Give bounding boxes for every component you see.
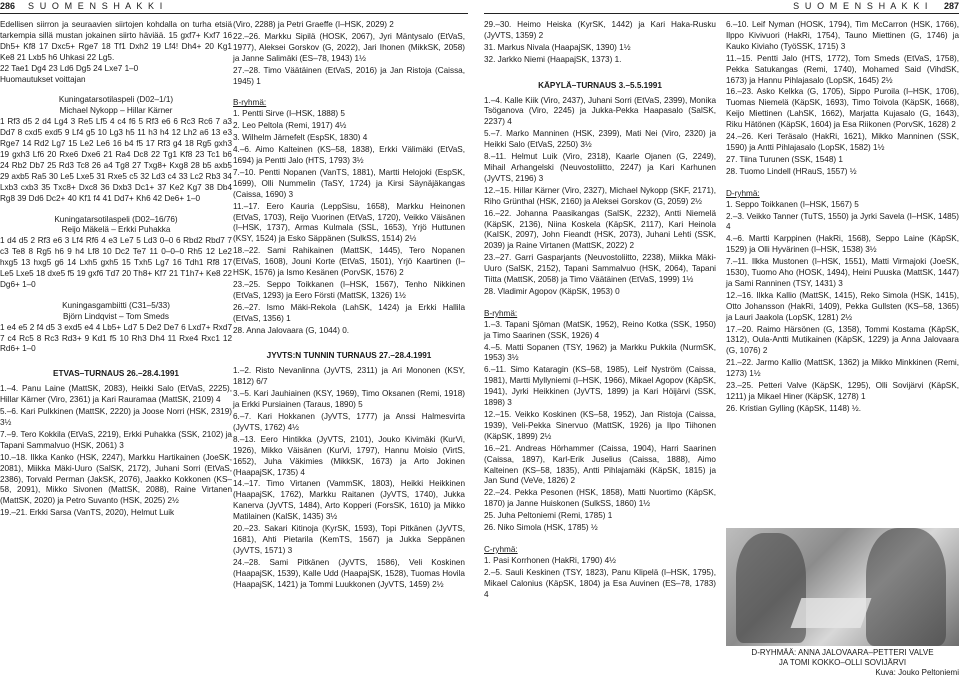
result-entry: 27.–28. Timo Väätäinen (EtVaS, 2016) ja Jan Ristoja (Caissa, 1945) 1: [233, 65, 465, 86]
result-entry: 5.–6. Kari Pulkkinen (MattSK, 2220) ja Joose Norri (HSK, 2319) 3½: [0, 407, 232, 427]
result-entry: 3. Wilhelm Järnefelt (EspSK, 1830) 4: [233, 133, 368, 143]
result-entry: 12.–15. Hillar Kärner (Viro, 2327), Michael Nykopp (SKF, 2171), Riho Grünthal (HSK, 2160) ja Aleksei Gorskov (G, 2059) 2½: [484, 185, 716, 206]
result-entry: 1.–4. Kalle Kiik (Viro, 2437), Juhani Sorri (EtVaS, 2399), Monika Tsöganova (Viro, 2245) ja Jukka-Pekka Haapasalo (SalSK, 2237) 4: [484, 95, 716, 127]
right-page-number: 287: [943, 1, 959, 11]
result-entry: 24.–28. Sami Pitkänen (JyVTS, 1586), Veli Koskinen (HaapajSK, 1539), Kalle Udd (HaapajSK, 1528), Tuomas Hovila (HaapajSK, 1421) ja Tommi Luukkonen (JyVTS, 1459) 2½: [233, 557, 465, 589]
game2-opening: Kuningatarsotilaspeli (D02–16/76): [54, 214, 178, 224]
result-entry: 23.–27. Garri Gasparjants (Neuvostoliitto, 2238), Miikka Mäki-Uuro (SalSK, 2152), Tapani Sammalvuo (HSK, 2064), Tapani Tiitta (MattSK, 2058) ja Timo Väätäinen (EtVaS, 1999) 1½: [484, 253, 716, 285]
result-entry: 3.–5. Kari Jauhiainen (KSY, 1969), Timo Oksanen (Remi, 1918) ja Erkki Pursiainen (Taraus, 1890) 5: [233, 389, 465, 410]
etvas-results-continued: [233, 20, 465, 87]
result-entry: 2.–5. Sauli Keskinen (TSY, 1823), Panu Klipelä (I–HSK, 1795), Mikael Calonius (KäpSK, 1804) ja Esa Auvinen (ES–78, 1783) 4: [484, 567, 716, 599]
left-page-number: 286: [0, 1, 16, 11]
kapyla-d-group-title: D-ryhmä:: [726, 188, 760, 198]
result-entry: 10.–18. Ilkka Kanko (HSK, 2247), Markku Hartikainen (JoeSK, 2081), Miikka Mäki-Uuro (SalSK, 2172), Juhani Sorri (EtVaS, 2386), Torvald Perman (JakSK, 2076), Jaakko Kokkonen (KS–58, 2091), Mikko Sivonen (MattSK, 2088), Raine Virtanen (MattSK, 2020) ja Petro Suvanto (HSK, 2025) 2½: [0, 452, 232, 506]
result-entry: 1.–4. Panu Laine (MattSK, 2083), Heikki Salo (EtVaS, 2225), Hillar Kärner (Viro, 2361) ja Kari Rauramaa (MattSK, 2109) 4: [0, 384, 232, 405]
right-magazine-title: S U O M E N S H A K K I: [793, 1, 929, 11]
result-entry: 18.–22. Sami Rahikainen (MattSK, 1445), Tero Nopanen (EtVaS, 1608), Jouni Korte (EtVaS, 1501), Yrjö Kaartinen (I–HSK, 1576) ja Ismo Kesänen (PorvSK, 1576) 2: [233, 246, 465, 278]
result-entry: 21.–22. Jarmo Kallio (MattSK, 1362) ja Mikko Minkkinen (Remi, 1273) 1½: [726, 358, 959, 379]
result-entry: 1. Pentti Sirve (I–HSK, 1888) 5: [233, 109, 345, 119]
right-page-header: [484, 0, 959, 14]
result-entry: 17.–20. Raimo Härsönen (G, 1358), Tommi Kostama (KäpSK, 1312), Oula-Antti Mutikainen (KäpSK, 1229) ja Anna Jalovaara (G, 1076) 2: [726, 324, 959, 356]
tournament-photo: [726, 528, 959, 646]
result-entry: 4.–6. Aimo Kalteinen (KS–58, 1838), Erkki Välimäki (EtVaS, 1694) ja Pentti Jalo (HTS, 1793) 3½: [233, 145, 465, 165]
result-entry: 7.–10. Pentti Nopanen (VanTS, 1881), Martti Helojoki (EspSK, 1699), Olli Nummelin (TaSY, 1724) ja Kirsi Säynäjäkangas (Caissa, 1690) 3: [233, 167, 465, 199]
result-entry: 14.–17. Timo Virtanen (VammSK, 1803), Heikki Heikkinen (HaapajSK, 1762), Markku Raitanen (JyVTS, 1740), Jukka Kanerva (JyVTS, 1484), Arto Kopperi (ForsSK, 1610) ja Mikko Matilainen (KalSK, 1435) 3½: [233, 479, 465, 522]
result-entry: 1. Pasi Korrhonen (HakRi, 1790) 4½: [484, 555, 616, 565]
result-entry: 23.–25. Seppo Toikkanen (I–HSK, 1567), Tenho Nikkinen (EtVaS, 1293) ja Eero Försti (MattSK, 1326) 1½: [233, 279, 465, 300]
result-entry: 7.–9. Tero Kokkila (EtVaS, 2219), Erkki Puhakka (SSK, 2102) ja Tapani Sammalvuo (HSK, 2061) 3: [0, 429, 232, 450]
left-page-header: [0, 0, 468, 14]
photo-caption-line-2: JA TOMI KOKKO–OLLI SOVIJÄRVI: [778, 658, 907, 667]
result-entry: 4.–6. Martti Karppinen (HakRi, 1568), Seppo Laine (KäpSK, 1529) ja Olli Hyvärinen (I–HSK, 1538) 3½: [726, 234, 959, 255]
result-entry: 8.–13. Eero Hintikka (JyVTS, 2101), Jouko Kivimäki (KurVi, 1926), Mikko Väisänen (KurVi, 1797), Hannu Moisio (VirtS, 1652), Juha Väkimies (MikkSK, 1673) ja Arto Jokinen (HaapajSK, 1735) 4: [233, 434, 465, 477]
kapyla-results: [484, 96, 716, 298]
result-entry: 1.–3. Tapani Sjöman (MatSK, 1952), Reino Kotka (SSK, 1950) ja Timo Saarinen (SSK, 1926) 4: [484, 319, 716, 340]
etvas-heading: ETVAS–TURNAUS 26.–28.4.1991: [53, 369, 179, 379]
result-entry: 2.–3. Veikko Tanner (TuTS, 1550) ja Jyrki Savela (I–HSK, 1485) 4: [726, 211, 959, 232]
game3-players: Björn Lindqvist – Tom Smeds: [63, 311, 169, 321]
photo-caption: [726, 648, 959, 678]
result-entry: 1.–2. Risto Nevanlinna (JyVTS, 2311) ja Ari Mononen (KSY, 1812) 6/7: [233, 366, 465, 387]
kapyla-c-group-title: C-ryhmä:: [484, 544, 518, 554]
column-2: [233, 20, 465, 592]
result-entry: 24.–26. Keri Teräsalo (HakRi, 1621), Mikko Manninen (SSK, 1590) ja Antti Pihlajasalo (LopSK, 1582) 1½: [726, 132, 959, 152]
kapyla-c-results: [484, 556, 716, 601]
result-entry: 1. Seppo Toikkanen (I–HSK, 1567) 5: [726, 199, 859, 209]
result-entry: 28. Vladimir Agopov (KäpSK, 1953) 0: [484, 286, 620, 296]
game2-players: Reijo Mäkelä – Erkki Puhakka: [61, 225, 171, 235]
photo-credit: Kuva: Jouko Peltoniemi: [875, 668, 959, 677]
jyvts-heading: JYVTS:N TUNNIN TURNAUS 27.–28.4.1991: [266, 351, 432, 361]
result-entry: 25. Juha Peltoniemi (Remi, 1785) 1: [484, 511, 613, 521]
result-entry: 12.–16. Ilkka Kallio (MattSK, 1415), Reko Simola (HSK, 1415), Otto Johansson (HakRi, 1409), Pekka Gullsten (KS–58, 1365) ja Lauri Jaakola (LopSK, 1281) 2½: [726, 290, 959, 322]
result-entry: 26. Niko Simola (HSK, 1785) ½: [484, 523, 598, 533]
game1-moves: 1 Rf3 d5 2 d4 Lg4 3 Re5 Lf5 4 c4 f6 5 Rf3 e6 6 Rc3 Rc6 7 a3 Dd7 8 cxd5 exd5 9 Lf4 g5 10 Lg3 h5 11 h3 h4 12 Lh2 a6 13 e3 Rge7 14 Rd2 Lg7 15 Le2 Le6 16 b4 f5 17 Rf3 g4 18 Rg5 gxh3 19 gxh3 Lf6 20 Rxe6 Dxe6 21 Ra4 Dc8 22 Tg1 Kf8 23 Tc1 b6 24 Rb2 Db7 25 Rd3 Tc8 26 a4 Tg8 27 Txg8+ Kxg8 28 b5 axb5 29 axb5 Ra5 30 Le5 Lxe5 31 Rxe5 c5 32 Ld3 c4 33 Lc2 Rb3 34 Lxb3 cxb3 35 Txc8+ Dxc8 36 Dxb3 Dc1+ 37 Ke2 Kg7 38 Db4 Rg8 39 Dd6 Dc2+ 40 Kf1 f4 41 Dd7+ Kh6 42 De6+ 1–0: [0, 117, 232, 203]
etvas-b-results: [233, 109, 465, 336]
result-entry: 23.–25. Petteri Valve (KäpSK, 1295), Olli Sovijärvi (KäpSK, 1211) ja Mikael Hiner (KäpSK, 1278) 1: [726, 381, 959, 401]
column-4: [726, 20, 959, 416]
result-entry: 6.–11. Simo Kataragin (KS–58, 1985), Leif Nyström (Caissa, 1981), Martti Myllyniemi (I–HSK, 1966), Mikael Agopov (KäpSK, 1941), Jyrki Heikkinen (JyVTS, 1899) ja Kari Höijärvi (SSK, 1898) 3: [484, 365, 716, 408]
result-entry: 22.–26. Markku Sipilä (HOSK, 2067), Jyri Mäntysalo (EtVaS, 1977), Aleksei Gorskov (G, 2022), Jari Ihonen (MikkSK, 2058) ja Janne Salimäki (ES–78, 1943) 1½: [233, 31, 465, 63]
result-entry: 26. Kristian Gylling (KäpSK, 1148) ½.: [726, 403, 862, 413]
game2-moves: 1 d4 d5 2 Rf3 e6 3 Lf4 Rf6 4 e3 Le7 5 Ld3 0–0 6 Rbd2 Rbd7 7 c3 Te8 8 Rg5 h6 9 h4 Lf8 10 Dc2 Te7 11 0–0–0 Rh5 12 Le2 hxg5 13 hxg5 g6 14 Lxh5 gxh5 15 Txh5 Lg7 16 Tdh1 Rf8 17 Le5 Lxe5 18 dxe5 f5 19 gxf6 Td7 20 Th8+ Kf7 21 T1h7+ Ke8 22 Dg6+ 1–0: [0, 236, 232, 289]
kapyla-c-results-continued: [726, 20, 959, 178]
etvas-b-group-title: B-ryhmä:: [233, 98, 267, 108]
result-entry: (Viro, 2288) ja Petri Graeffe (I–HSK, 2029) 2: [233, 20, 394, 29]
game1-opening: Kuningatarsotilaspeli (D02–1/1): [58, 95, 174, 105]
game0-final-moves: 22 Tae1 Dg4 23 Ld6 Dg5 24 Lxe7 1–0: [0, 63, 139, 73]
result-entry: 19.–21. Erkki Sarsa (VanTS, 2020), Helmut Luik: [0, 508, 175, 518]
result-entry: 26.–27. Ismo Mäki-Rekola (LahSK, 1424) ja Erkki Hallila (EtVaS, 1356) 1: [233, 302, 465, 323]
left-magazine-title: S U O M E N S H A K K I: [28, 1, 164, 11]
result-entry: 28. Anna Jalovaara (G, 1044) 0.: [233, 325, 350, 335]
annotations-note: Huomautukset voittajan: [0, 74, 86, 84]
result-entry: 28. Tuomo Lindell (HRauS, 1557) ½: [726, 166, 857, 176]
result-entry: 11.–17. Eero Kauria (LeppSisu, 1658), Markku Heinonen (EtVaS, 1703), Reijo Vuorinen (EtVaS, 1720), Veikko Väisänen (I–HSK, 1737), Armas Kulmala (SSL, 1653), Yrjö Huttunen (KSY, 1524) ja Esko Säppänen (SulkSS, 1514) 2½: [233, 201, 465, 244]
result-entry: 8.–11. Helmut Luik (Viro, 2318), Kaarle Ojanen (G, 2249), Mihail Arhangelski (Neuvostoliitto, 2247) ja Kari Karhunen (JyVTS, 2196) 3: [484, 152, 716, 183]
result-entry: 22.–24. Pekka Pesonen (HSK, 1858), Matti Nuortimo (KäpSK, 1870) ja Janne Huiskonen (SulkSS, 1860) 1½: [484, 488, 716, 509]
result-entry: 20.–23. Sakari Kitinoja (KyrSK, 1593), Topi Pitkänen (JyVTS, 1681), Ahti Pietarila (KemTS, 1567) ja Jukka Seppänen (JyVTS, 1571) 3: [233, 524, 465, 555]
result-entry: 16.–21. Andreas Hörhammer (Caissa, 1904), Harri Saarinen (Caissa, 1897), Karl-Erik Juselius (Caissa, 1888), Aimo Kalteinen (KS–58, 1835), Antti Pihlajamäki (KäpSK, 1815) ja Jan Sund (VeVe, 1826) 2: [484, 443, 716, 486]
etvas-results: [0, 384, 232, 519]
result-entry: 27. Tiina Turunen (SSK, 1548) 1: [726, 154, 843, 164]
result-entry: 12.–15. Veikko Koskinen (KS–58, 1952), Jan Ristoja (Caissa, 1939), Veli-Pekka Sinervuo (MattSK, 1926) ja Ilpo Tiihonen (KäpSK, 1899) 2½: [484, 410, 716, 441]
result-entry: 6.–10. Leif Nyman (HOSK, 1794), Tim McCarron (HSK, 1766), Ilppo Kivivuori (HakRi, 1754), Tauno Miettinen (G, 1746) ja Kauko Kiviaho (TyöSSK, 1715) 3: [726, 20, 959, 51]
result-entry: 31. Markus Nivala (HaapajSK, 1390) 1½: [484, 42, 631, 52]
left-page: [0, 0, 468, 673]
kapyla-d-results: [726, 200, 959, 415]
kapyla-b-group-title: B-ryhmä:: [484, 308, 518, 318]
intro-annotation: Edellisen siirron ja seuraavien siirtojen kohdalla on turha etsiä tarkempia sillä mustan jokainen siirto häviää. 15 gxf7+ Kxf7 16 Dh5+ Kf8 17 Dxc5+ Rge7 18 Tf1 Dxh2 19 Lf4! Dh4+ 20 Kg1 Ke8 21 Lxb5 h6 Uhkasi 22 Lg5.: [0, 20, 232, 62]
game3-moves: 1 e4 e5 2 f4 d5 3 exd5 e4 4 Lb5+ Ld7 5 De2 De7 6 Lxd7+ Rxd7 7 c4 Rc5 8 Rc3 Rd3+ 9 Kd1 f5 10 Rh3 Dh4 11 Rxe4 Rxc1 12 Rd6+ 1–0: [0, 322, 232, 354]
result-entry: 32. Jarkko Niemi (HaapajSK, 1373) 1.: [484, 54, 622, 64]
photo-caption-line-1: D-RYHMÄÄ: ANNA JALOVAARA–PETTERI VALVE: [751, 648, 934, 657]
game1-players: Michael Nykopp – Hillar Kärner: [59, 106, 173, 116]
column-3: [484, 20, 716, 602]
result-entry: 16.–23. Asko Kelkka (G, 1705), Sippo Puroila (I–HSK, 1706), Tuomas Niemelä (KäpSK, 1693), Timo Toivola (KäpSK, 1668), Keijo Miettinen (LahSK, 1662), Marjatta Kujasalo (G, 1643), Riku Hätönen (KäpSK, 1604) ja Esa Riikonen (PorvSK, 1628) 2: [726, 87, 959, 130]
result-entry: 5.–7. Marko Manninen (HSK, 2399), Mati Nei (Viro, 2320) ja Heikki Salo (EtVaS, 2250) 3½: [484, 129, 716, 150]
column-1: [0, 20, 232, 520]
result-entry: 4.–5. Matti Sopanen (TSY, 1962) ja Markku Pukkila (NurmSK, 1953) 3½: [484, 342, 716, 363]
result-entry: 2. Leo Peltola (Remi, 1917) 4½: [233, 121, 347, 131]
result-entry: 6.–7. Kari Hokkanen (JyVTS, 1777) ja Anssi Halmesvirta (JyVTS, 1762) 4½: [233, 412, 465, 432]
kapyla-heading: KÄPYLÄ–TURNAUS 3.–5.5.1991: [538, 80, 662, 90]
kapyla-b-results: [484, 320, 716, 534]
game3-opening: Kuningasgambiitti (C31–5/33): [62, 300, 170, 310]
result-entry: 11.–15. Pentti Jalo (HTS, 1772), Tom Smeds (EtVaS, 1758), Pekka Satukangas (Remi, 1740), Mohamed Said (VihdSK, 1673) ja Hannu Pihlajasalo (LopSK, 1645) 2½: [726, 53, 959, 85]
jyvts-results: [233, 366, 465, 590]
result-entry: 7.–11. Ilkka Mustonen (I–HSK, 1551), Matti Virmajoki (JoeSK, 1530), Tuomo Aho (HOSK, 1494), Heini Puuska (MattSK, 1447) ja Sami Ranninen (TSY, 1431) 3: [726, 257, 959, 288]
jyvts-results-continued: [484, 20, 716, 66]
result-entry: 16.–22. Johanna Paasikangas (SalSK, 2232), Antti Niemelä (KäpSK, 2136), Niina Koskela (KäpSK, 2117), Kari Heinola (KaISK, 2097), John Fieandt (HSK, 2073), Juhani Lehti (SSK, 2039) ja Raine Virtanen (MattSK, 2022) 2: [484, 208, 716, 251]
result-entry: 29.–30. Heimo Heiska (KyrSK, 1442) ja Kari Haka-Rusku (JyVTS, 1359) 2: [484, 20, 716, 40]
